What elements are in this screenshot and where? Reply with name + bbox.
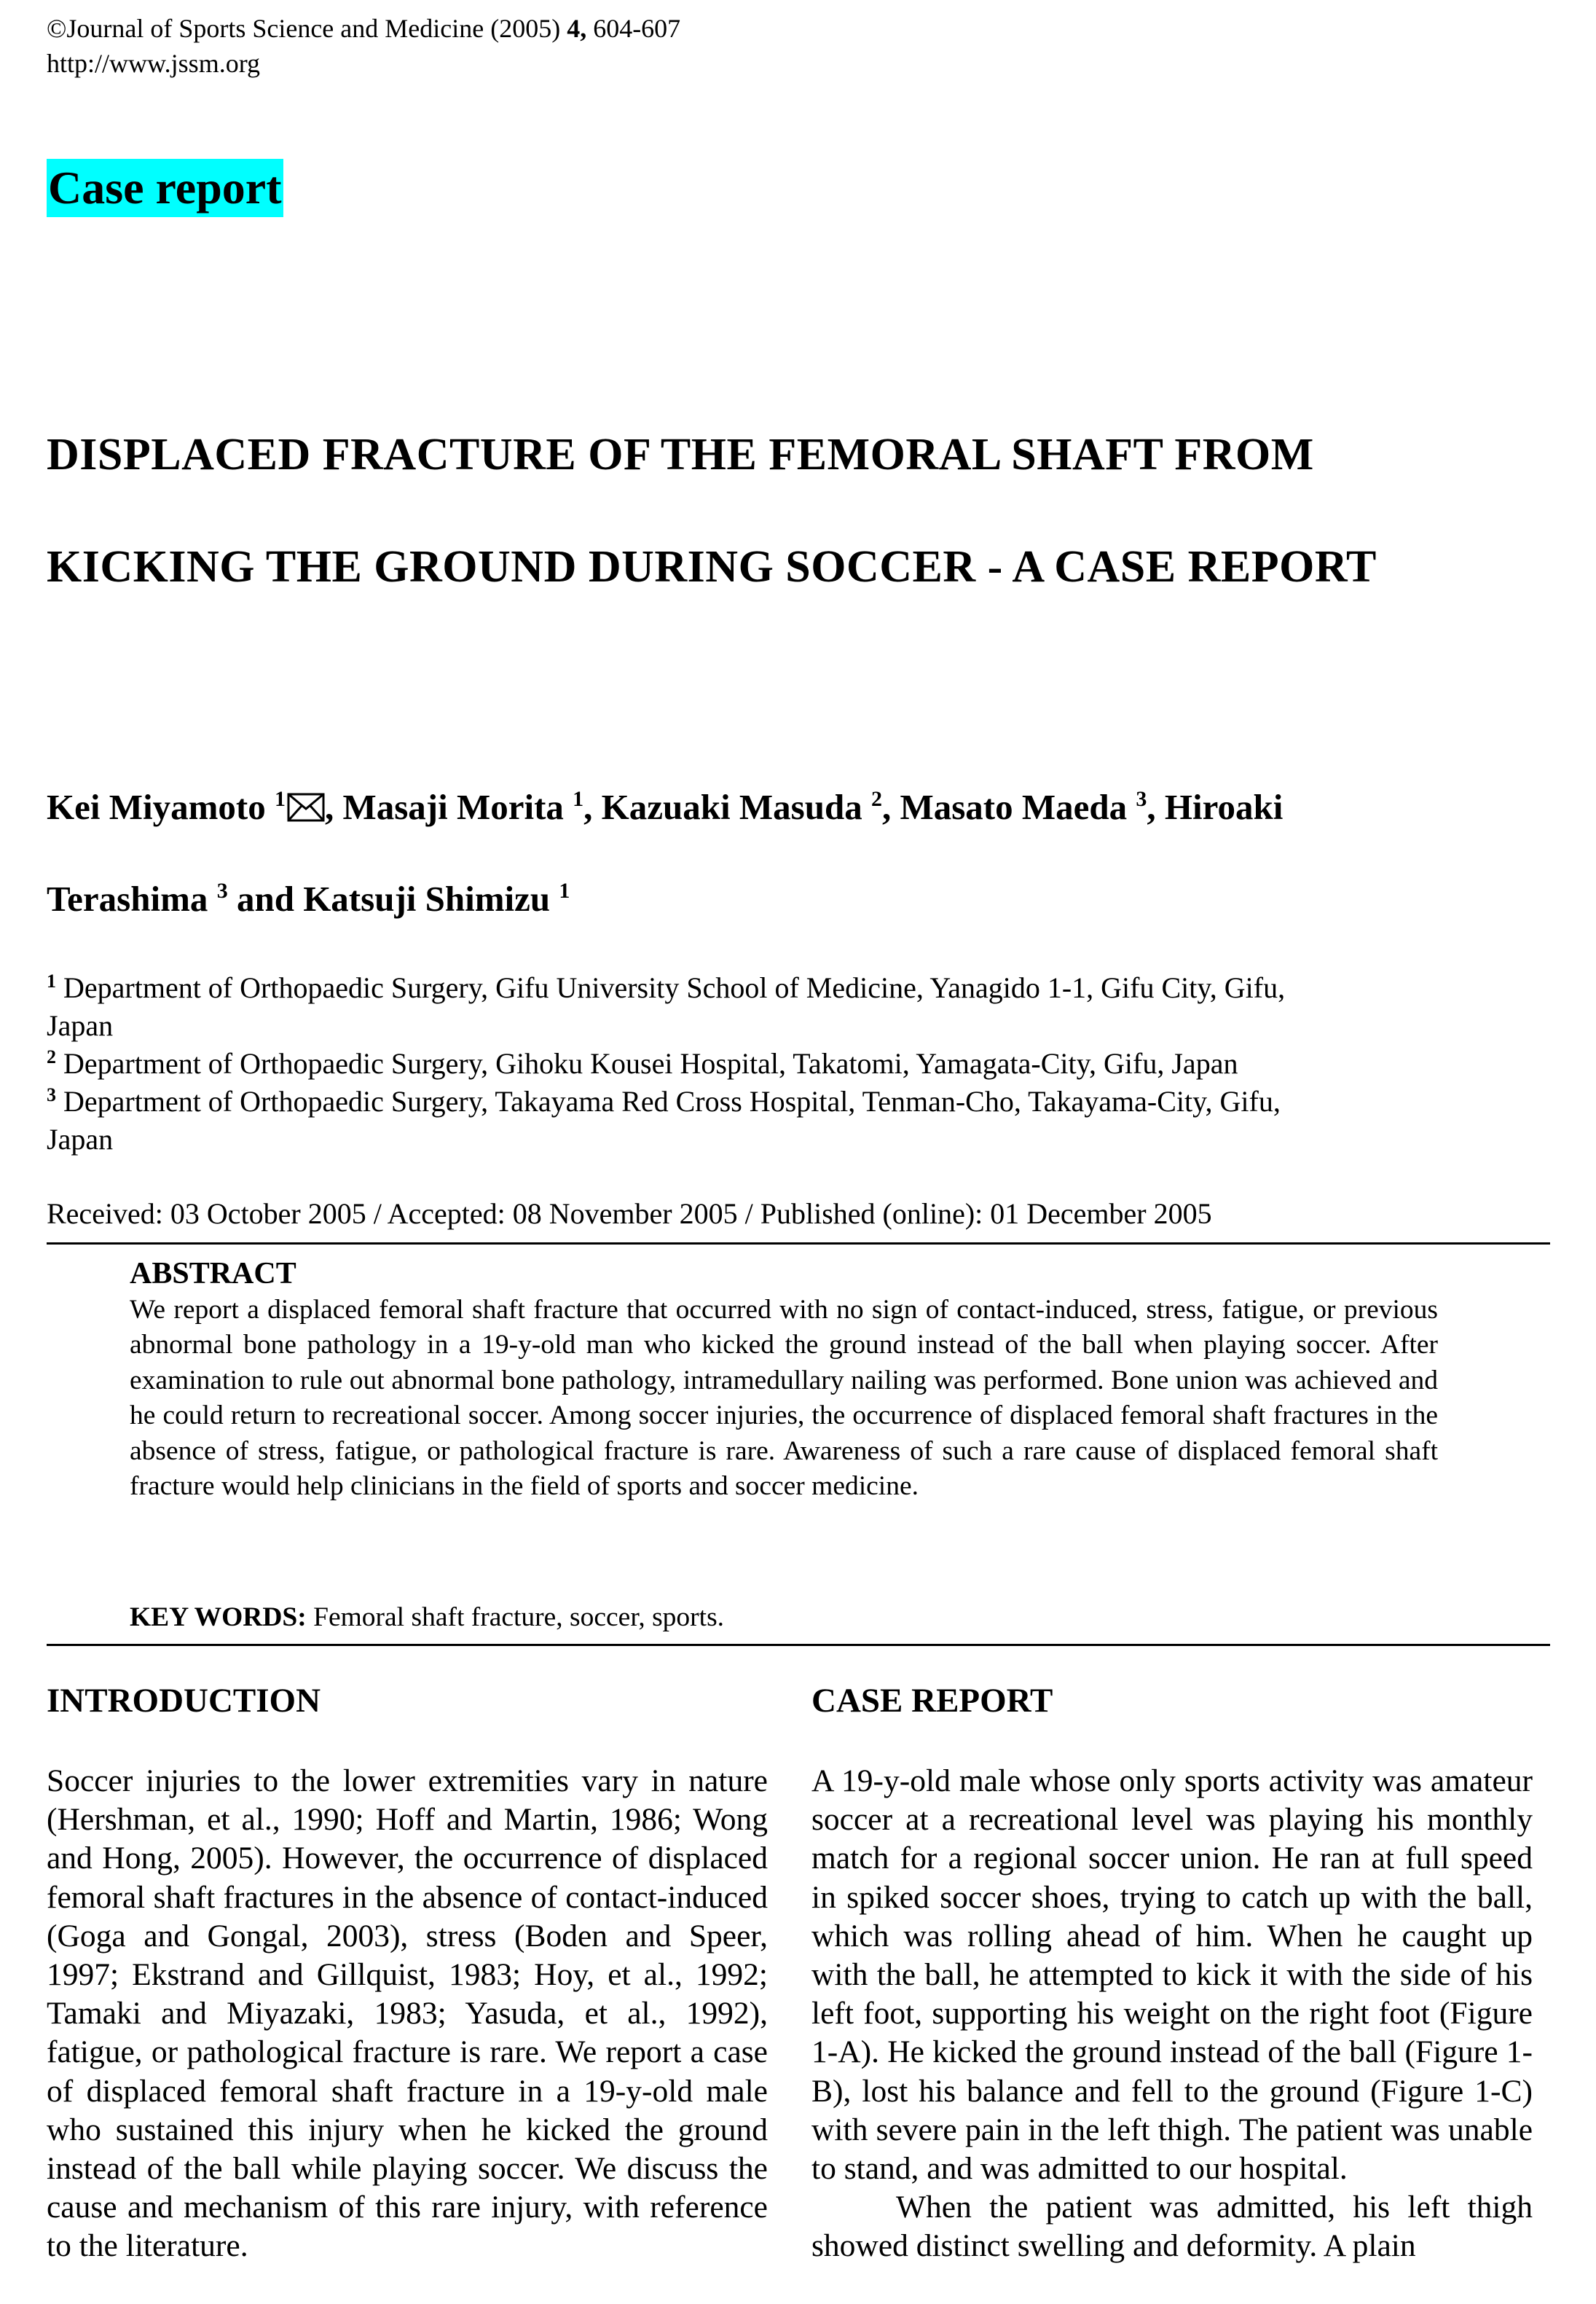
author-name: and Katsuji Shimizu [227, 879, 559, 919]
keywords-label: KEY WORDS: [130, 1602, 307, 1632]
journal-url[interactable]: http://www.jssm.org [47, 49, 261, 78]
author-name: , Kazuaki Masuda [583, 787, 871, 827]
author-name: , Masaji Morita [324, 787, 573, 827]
affiliation-1-continued: Japan [47, 1009, 114, 1042]
title-line-2: KICKING THE GROUND DURING SOCCER - A CASE REPORT [47, 542, 1377, 592]
author-list-line-1 [47, 782, 1283, 836]
affiliation-text: Department of Orthopaedic Surgery, Takayama Red Cross Hospital, Tenman-Cho, Takayama-City, Gifu, [56, 1085, 1281, 1118]
affiliation-marker: 2 [870, 787, 882, 811]
affiliation-text: Department of Orthopaedic Surgery, Gifu University School of Medicine, Yanagido 1-1, Gifu City, Gifu, [56, 971, 1286, 1004]
envelope-icon[interactable] [287, 785, 325, 836]
affiliation-2 [47, 1045, 1238, 1083]
case-report-paragraph-1: A 19-y-old male whose only sports activity was amateur soccer at a recreational level was playing his monthly match for a regional soccer union. He ran at full speed in spiked soccer shoes, trying to catch up with the ball, which was rolling ahead of him. When he caught up with the ball, he attempted to kick it with the side of his left foot, supporting his weight on the right foot (Figure 1-A). He kicked the ground instead of the ball (Figure 1-B), lost his balance and fell to the ground (Figure 1-C) with severe pain in the left thigh. The patient was unable to stand, and was admitted to our hospital. [811, 1763, 1533, 2187]
introduction-paragraph: Soccer injuries to the lower extremities vary in nature (Hershman, et al., 1990; Hoff and Martin, 1986; Wong and Hong, 2005). However, the occurrence of displaced femoral shaft fractures in the absence of contact-induced (Goga and Gongal, 2003), stress (Boden and Speer, 1997; Ekstrand and Gillquist, 1983; Hoy, et al., 1992; Tamaki and Miyazaki, 1983; Yasuda, et al., 1992), fatigue, or pathological fracture is rare. We report a case of displaced femoral shaft fracture in a 19-y-old male who sustained this injury when he kicked the ground instead of the ball while playing soccer. We discuss the cause and mechanism of this rare injury, with reference to the literature. [47, 1763, 768, 2264]
abstract-text: We report a displaced femoral shaft fracture that occurred with no sign of contact-induced, stress, fatigue, or previous abnormal bone pathology in a 19-y-old man who kicked the ground instead of the ball when playing soccer. After examination to rule out abnormal bone pathology, intramedullary nailing was performed. Bone union was achieved and he could return to recreational soccer. Among soccer injuries, the occurrence of displaced femoral shaft fractures in the absence of stress, fatigue, or pathological fracture is rare. Awareness of such a rare cause of displaced femoral shaft fracture would help clinicians in the field of sports and soccer medicine. [130, 1295, 1438, 1502]
case-report-paragraph-2: When the patient was admitted, his left thigh showed distinct swelling and deformity. A plain [811, 2190, 1533, 2264]
introduction-body [47, 1762, 768, 2266]
article-type-label: Case report [47, 159, 283, 217]
affiliation-marker: 1 [559, 879, 570, 903]
affiliation-3-continued: Japan [47, 1123, 114, 1156]
author-name: Kei Miyamoto [47, 787, 275, 827]
author-name: , Hiroaki [1147, 787, 1284, 827]
author-list-line-2 [47, 874, 570, 925]
page-range: 604-607 [586, 14, 681, 43]
introduction-heading: INTRODUCTION [47, 1682, 321, 1720]
author-name: , Masato Maeda [881, 787, 1136, 827]
affiliation-marker: 3 [216, 879, 228, 903]
keywords [130, 1600, 724, 1635]
author-name: Terashima [47, 879, 217, 919]
abstract-heading: ABSTRACT [130, 1257, 296, 1290]
citation-text: ©Journal of Sports Science and Medicine (2005) [47, 14, 567, 43]
publication-dates: Received: 03 October 2005 / Accepted: 08 November 2005 / Published (online): 01 December 2005 [47, 1197, 1212, 1230]
affiliation-3 [47, 1083, 1281, 1121]
affiliation-marker: 1 [573, 787, 584, 811]
volume-number: 4, [567, 14, 587, 43]
divider-bottom [47, 1644, 1550, 1646]
case-report-heading: CASE REPORT [811, 1682, 1053, 1720]
keywords-text: Femoral shaft fracture, soccer, sports. [306, 1602, 725, 1632]
affiliation-marker: 1 [274, 787, 286, 811]
affiliation-marker: 3 [1136, 787, 1147, 811]
affiliation-number: 1 [47, 971, 56, 992]
journal-citation [47, 12, 680, 45]
affiliation-1 [47, 969, 1285, 1007]
affiliation-number: 2 [47, 1046, 56, 1067]
affiliation-number: 3 [47, 1084, 56, 1105]
case-report-body [811, 1762, 1533, 2266]
divider-top [47, 1242, 1550, 1245]
title-line-1: DISPLACED FRACTURE OF THE FEMORAL SHAFT FROM [47, 430, 1314, 479]
affiliation-text: Department of Orthopaedic Surgery, Gihoku Kousei Hospital, Takatomi, Yamagata-City, Gifu, Japan [56, 1047, 1238, 1080]
